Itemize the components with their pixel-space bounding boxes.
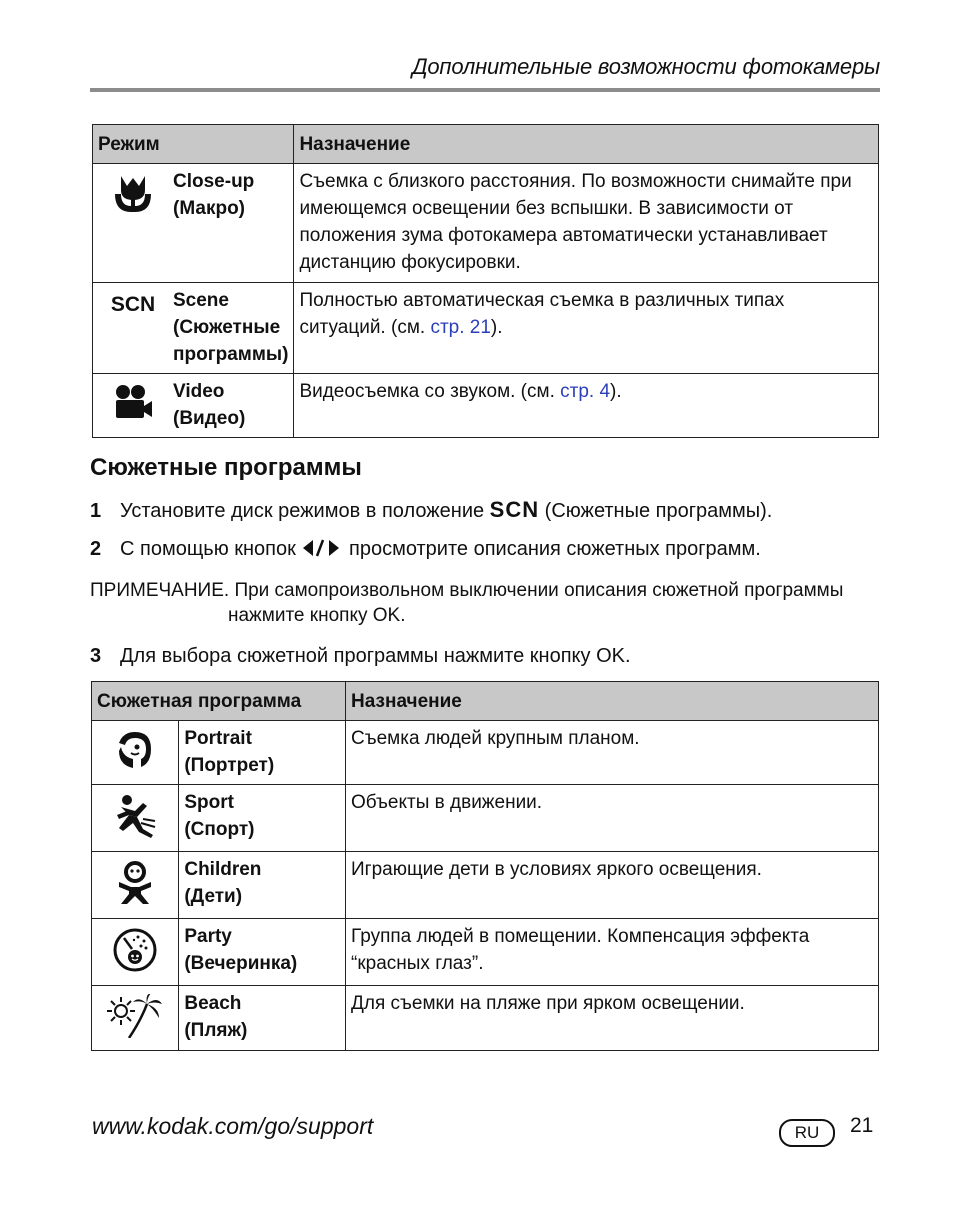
left-right-arrows-icon: [301, 538, 343, 558]
step-number: 1: [90, 500, 102, 522]
mode-description: [294, 374, 879, 438]
table-row: [92, 919, 879, 986]
column-header-mode: Режим: [93, 125, 294, 164]
icon-cell: [92, 785, 179, 852]
column-header-purpose: Назначение: [294, 125, 879, 164]
scene-description: Играющие дети в условиях яркого освещения.: [346, 852, 879, 919]
scene-name-ru: (Вечеринка): [184, 953, 298, 974]
column-header-scene: Сюжетная программа: [92, 682, 346, 721]
scene-name-ru: (Дети): [184, 886, 243, 907]
table-row: [92, 785, 879, 852]
mode-name-ru: (Видео): [173, 408, 246, 429]
step-text: С помощью кнопок: [120, 538, 302, 560]
scn-icon: SCN: [489, 497, 540, 522]
description-text-end: ).: [610, 381, 622, 402]
mode-name-cell: [173, 374, 294, 438]
icon-cell: [93, 374, 174, 438]
mode-name: Close-up: [173, 171, 255, 192]
mode-name-ru: (Сюжетные программы): [173, 317, 289, 365]
section-title: Сюжетные программы: [90, 454, 362, 481]
support-url[interactable]: www.kodak.com/go/support: [92, 1113, 374, 1139]
page-link[interactable]: стр. 21: [430, 317, 491, 338]
scene-name-cell: [179, 986, 346, 1051]
scene-modes-table: [91, 681, 879, 1051]
mode-name-cell: [173, 283, 294, 374]
page-number: 21: [850, 1114, 874, 1137]
step-number: 3: [90, 645, 102, 667]
step-1: [90, 497, 772, 523]
table-row: [92, 986, 879, 1051]
scene-name: Children: [184, 859, 262, 880]
scene-name: Portrait: [184, 728, 252, 749]
mode-name-ru: (Макро): [173, 198, 246, 219]
icon-cell: [92, 986, 179, 1051]
scene-description: Для съемки на пляже при ярком освещении.: [346, 986, 879, 1051]
portrait-icon: [115, 729, 155, 771]
note-label: ПРИМЕЧАНИЕ.: [90, 580, 230, 601]
video-camera-icon: [112, 382, 154, 422]
icon-cell: [93, 283, 174, 374]
scene-description: Объекты в движении.: [346, 785, 879, 852]
column-header-purpose: Назначение: [346, 682, 879, 721]
scene-description: Съемка людей крупным планом.: [346, 721, 879, 785]
table-row: [93, 164, 879, 283]
description-text: Полностью автоматическая съемка в различных типах ситуаций. (см.: [299, 290, 785, 338]
step-text: Установите диск режимов в положение: [120, 500, 490, 522]
scn-icon: SCN: [110, 293, 156, 316]
running-header: Дополнительные возможности фотокамеры: [412, 54, 880, 79]
table-row: [93, 374, 879, 438]
table-row: [92, 721, 879, 785]
table-row: [92, 852, 879, 919]
icon-cell: [92, 852, 179, 919]
mode-name-cell: [173, 164, 294, 283]
header-rule: [90, 88, 880, 92]
mode-description: [294, 283, 879, 374]
table-row: [93, 283, 879, 374]
step-text-end: просмотрите описания сюжетных программ.: [343, 538, 761, 560]
step-text-end: (Сюжетные программы).: [539, 500, 773, 522]
mode-name: Scene: [173, 290, 229, 311]
scene-name-cell: [179, 785, 346, 852]
scene-name-cell: [179, 919, 346, 986]
note-text-continued: нажмите кнопку OK.: [228, 605, 406, 626]
language-badge: RU: [779, 1119, 835, 1147]
step-text: Для выбора сюжетной программы нажмите кнопку OK.: [120, 645, 631, 667]
table-header-row: [93, 125, 879, 164]
scene-name-cell: [179, 852, 346, 919]
description-text: Видеосъемка со звуком. (см.: [299, 381, 561, 402]
scene-name-cell: [179, 721, 346, 785]
party-icon: [112, 927, 158, 973]
children-icon: [117, 860, 153, 906]
table-header-row: [92, 682, 879, 721]
macro-flower-icon: [111, 172, 155, 216]
scene-name-ru: (Портрет): [184, 755, 275, 776]
icon-cell: [93, 164, 174, 283]
page-link[interactable]: стр. 4: [560, 381, 611, 402]
mode-description: Съемка с близкого расстояния. По возможности снимайте при имеющемся освещении без вспышки. В зависимости от положения зума фотокамера автоматически устанавливает дистанцию фокусировки.: [294, 164, 879, 283]
modes-table: [92, 124, 879, 438]
scene-description: Группа людей в помещении. Компенсация эффекта “красных глаз”.: [346, 919, 879, 986]
scene-name: Party: [184, 926, 232, 947]
sport-icon: [113, 793, 157, 839]
beach-icon: [107, 994, 163, 1038]
mode-name: Video: [173, 381, 225, 402]
scene-name: Beach: [184, 993, 242, 1014]
scene-name: Sport: [184, 792, 234, 813]
description-text-end: ).: [490, 317, 503, 338]
note-text: При самопроизвольном выключении описания сюжетной программы: [234, 580, 844, 601]
scene-name-ru: (Пляж): [184, 1020, 248, 1041]
icon-cell: [92, 721, 179, 785]
scene-name-ru: (Спорт): [184, 819, 255, 840]
step-2: [90, 538, 761, 561]
step-number: 2: [90, 538, 102, 560]
note: [90, 576, 843, 606]
step-3: [90, 645, 631, 668]
icon-cell: [92, 919, 179, 986]
